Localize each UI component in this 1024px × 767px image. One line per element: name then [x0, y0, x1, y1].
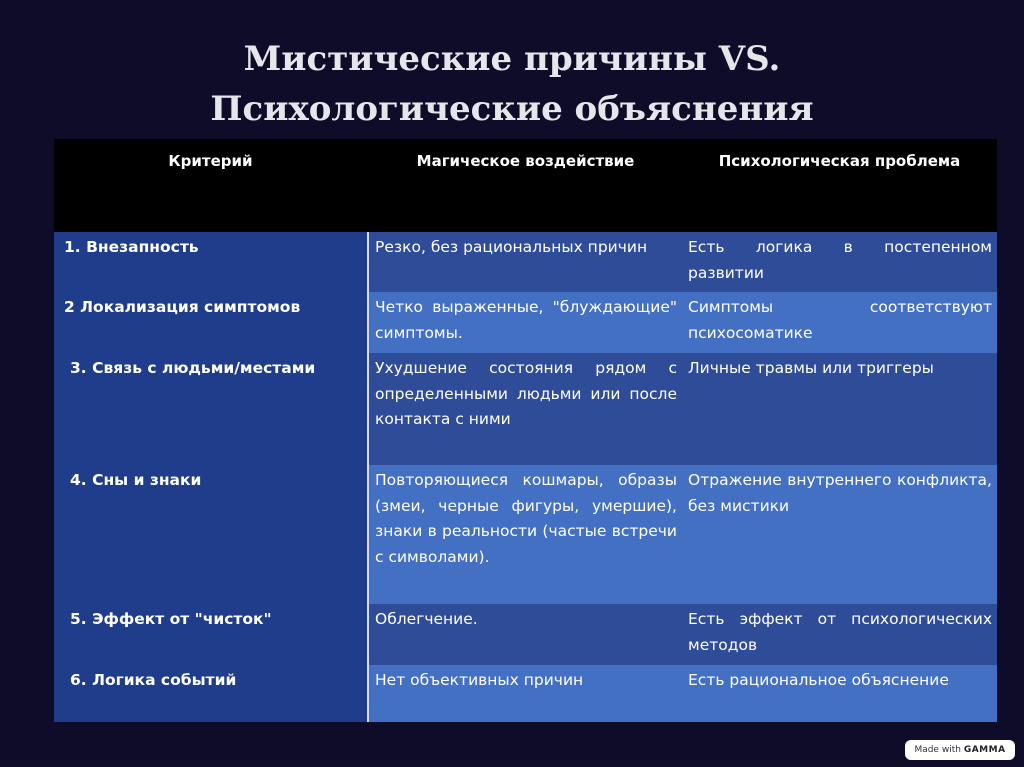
magic-cell: Нет объективных причин [369, 665, 682, 722]
table-header [54, 139, 997, 232]
psych-cell: Отражение внутреннего конфликта, без мистики [682, 465, 997, 604]
badge-prefix: Made with [914, 745, 961, 755]
made-with-gamma-badge[interactable] [905, 740, 1015, 760]
header-magic: Магическое воздействие [416, 152, 635, 170]
psych-cell: Есть рациональное объяснение [682, 665, 997, 722]
table-body [54, 232, 997, 722]
table-row [54, 232, 997, 292]
psych-cell: Личные травмы или триггеры [682, 353, 997, 465]
table-row [54, 353, 997, 465]
column-divider [367, 232, 369, 722]
magic-cell: Повторяющиеся кошмары, образы (змеи, черные фигуры, умершие), знаки в реальности (частые встречи с символами). [369, 465, 682, 604]
magic-cell: Ухудшение состояния рядом с определенными людьми или после контакта с ними [369, 353, 682, 465]
magic-cell: Резко, без рациональных причин [369, 232, 682, 292]
table-row [54, 604, 997, 665]
psych-cell: Есть логика в постепенном развитии [682, 232, 997, 292]
criterion-cell: 1. Внезапность [54, 232, 367, 292]
header-psych: Психологическая проблема [718, 152, 961, 170]
table-row [54, 292, 997, 353]
criterion-cell: 4. Сны и знаки [54, 465, 367, 604]
comparison-table [54, 139, 997, 722]
psych-cell: Симптомы соответствуют психосоматике [682, 292, 997, 353]
magic-cell: Четко выраженные, "блуждающие" симптомы. [369, 292, 682, 353]
header-criterion: Критерий [168, 152, 253, 170]
criterion-cell: 5. Эффект от "чисток" [54, 604, 367, 665]
magic-cell: Облегчение. [369, 604, 682, 665]
slide-title [0, 34, 1024, 134]
gamma-logo: GAMMA [963, 745, 1006, 755]
table-row [54, 465, 997, 604]
psych-cell: Есть эффект от психологических методов [682, 604, 997, 665]
table-row [54, 665, 997, 722]
title-line-1: Мистические причины VS. [243, 39, 781, 79]
criterion-cell: 6. Логика событий [54, 665, 367, 722]
criterion-cell: 2 Локализация симптомов [54, 292, 367, 353]
criterion-cell: 3. Связь с людьми/местами [54, 353, 367, 465]
title-line-2: Психологические объяснения [210, 89, 814, 129]
